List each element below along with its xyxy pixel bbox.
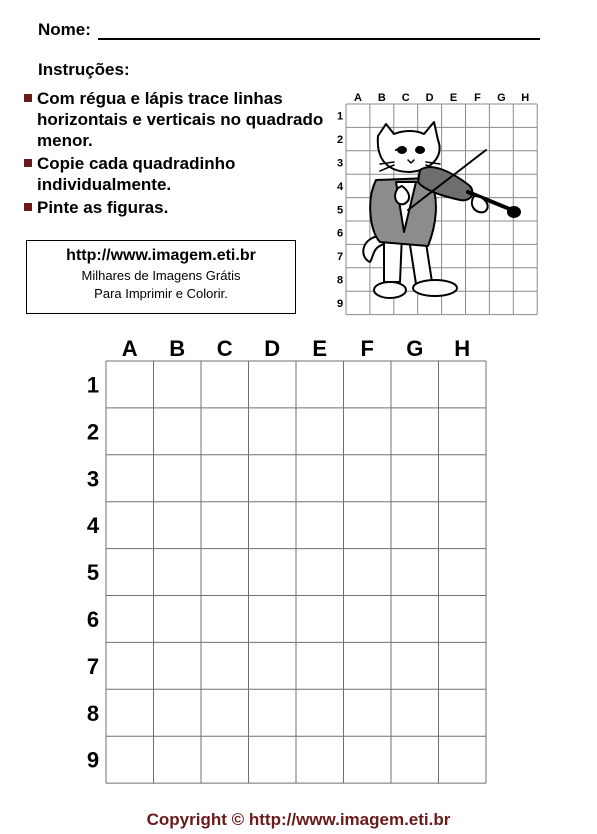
grid-column-label: C (216, 336, 233, 361)
grid-column-label: A (121, 336, 138, 361)
name-label: Nome: (38, 20, 91, 39)
reference-column-label: H (521, 92, 530, 104)
instruction-text: Copie cada quadradinho individualmente. (37, 154, 236, 194)
reference-row-label: 1 (336, 110, 344, 123)
grid-row-label: 3 (86, 466, 100, 492)
grid-row-label: 8 (86, 700, 100, 726)
reference-row-label: 9 (336, 297, 344, 310)
grid-row-label: 1 (86, 372, 100, 398)
grid-row-labels (87, 372, 100, 772)
reference-column-label: D (425, 92, 434, 104)
reference-row-label: 7 (336, 251, 344, 264)
reference-column-label: G (497, 92, 506, 104)
drawing-grid (106, 361, 486, 783)
grid-row-label: 6 (86, 606, 100, 632)
grid-column-label: E (312, 336, 328, 361)
reference-column-label: E (449, 92, 458, 104)
grid-column-label: B (169, 336, 186, 361)
reference-column-label: F (474, 92, 481, 104)
reference-column-label: A (353, 92, 362, 104)
grid-column-labels (122, 336, 470, 361)
reference-row-label: 8 (336, 274, 344, 287)
instruction-text: Pinte as figuras. (37, 198, 169, 217)
info-line-1: Milhares de Imagens Grátis (81, 268, 241, 283)
reference-row-labels (337, 111, 344, 310)
grid-row-label: 2 (86, 419, 100, 445)
copyright-footer: Copyright © http://www.imagem.eti.br (146, 810, 451, 829)
grid-column-label: G (406, 336, 424, 361)
reference-row-label: 4 (336, 180, 344, 193)
grid-row-label: 5 (86, 560, 100, 586)
info-url: http://www.imagem.eti.br (66, 247, 256, 264)
reference-row-label: 5 (336, 204, 344, 217)
reference-row-label: 2 (336, 134, 344, 147)
grid-column-label: H (454, 336, 471, 361)
grid-row-label: 7 (86, 653, 100, 679)
grid-column-label: F (360, 336, 374, 361)
grid-row-label: 9 (86, 747, 100, 773)
grid-row-label: 4 (86, 513, 100, 539)
reference-column-label: B (377, 92, 386, 104)
reference-row-label: 3 (336, 157, 344, 170)
grid-column-label: D (264, 336, 281, 361)
reference-column-label: C (401, 92, 410, 104)
reference-row-label: 6 (336, 227, 344, 240)
info-line-2: Para Imprimir e Colorir. (94, 286, 228, 301)
instructions-title: Instruções: (38, 60, 130, 79)
reference-column-labels (354, 92, 529, 104)
instruction-text: Com régua e lápis trace linhas horizontais e verticais no quadrado menor. (37, 89, 324, 150)
